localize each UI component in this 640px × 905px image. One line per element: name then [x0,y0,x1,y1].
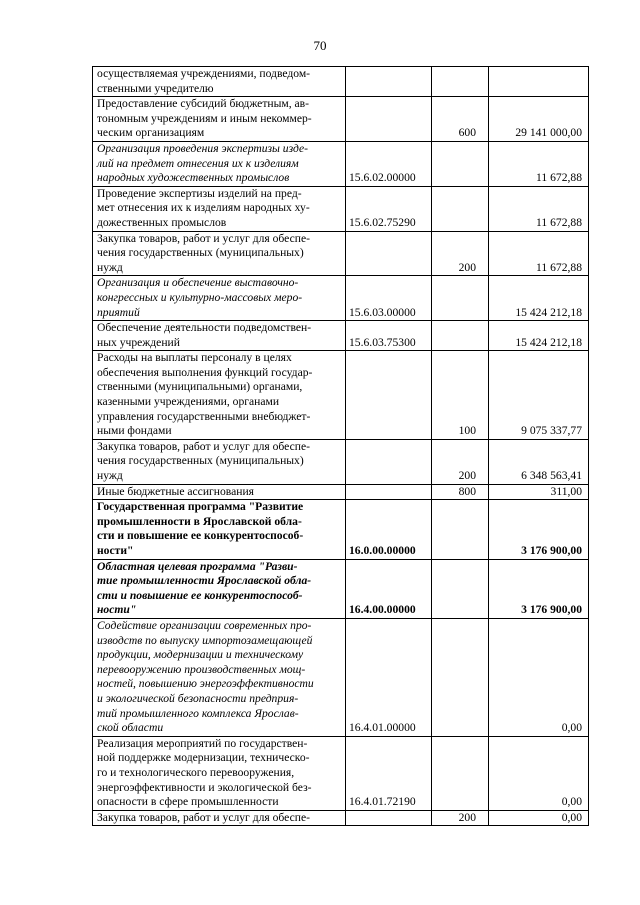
expense-name-cell [93,439,346,484]
amount-cell: 11 672,88 [489,186,589,231]
expense-name-line: ской области [97,721,164,735]
target-code-cell: 16.4.01.72190 [346,736,432,810]
expense-name-line: Реализация мероприятий по государствен- [97,736,308,750]
expense-name-cell [93,321,346,351]
expense-type-cell [432,736,489,810]
expense-name-line: ности" [97,544,134,557]
expense-name-line: Организация проведения экспертизы изде- [97,141,308,155]
expense-name-cell [93,810,346,826]
expense-name-line: тие промышленности Ярославской обла- [97,574,312,588]
expense-name-line: продукции, модернизации и техническому [97,648,304,662]
expense-name-line: нужд [97,260,123,274]
table-row [93,276,589,321]
expense-name-line: Предоставление субсидий бюджетным, ав- [97,97,309,111]
page-number: 70 [313,38,327,53]
expense-name-line: лий на предмет отнесения их к изделиям [97,156,299,170]
amount-cell: 11 672,88 [489,231,589,276]
expense-type-cell [432,321,489,351]
expense-name-line: ностей, повышению энергоэффективности [97,677,314,691]
expense-type-cell: 800 [432,484,489,500]
expense-type-cell: 200 [432,231,489,276]
amount-cell: 6 348 563,41 [489,439,589,484]
expense-name-line: народных художественных промыслов [97,171,290,185]
expense-name-line: Иные бюджетные ассигнования [97,484,254,498]
expense-type-cell [432,276,489,321]
expense-name-cell [93,186,346,231]
expense-name-line: Проведение экспертизы изделий на пред- [97,186,302,200]
expense-name-line: казенными учреждениями, органами [97,395,280,409]
target-code-cell [346,439,432,484]
expense-type-cell [432,186,489,231]
table-row [93,141,589,186]
expense-name-line: Организация и обеспечение выставочно- [97,276,299,290]
expense-name-line: приятий [97,305,140,319]
expense-name-line: управления государственными внебюджет- [97,409,311,423]
expense-name-line: дожественных промыслов [97,215,227,229]
expense-name-line: Закупка товаров, работ и услуг для обеспе- [97,439,310,453]
expense-name-line: изводств по выпуску импортозамещающей [97,633,313,647]
amount-cell: 29 141 000,00 [489,97,589,142]
amount-cell: 9 075 337,77 [489,351,589,440]
expense-type-cell [432,618,489,736]
expense-name-line: перевооружению производственных мощ- [97,662,306,676]
expense-name-line: чения государственных (муниципальных) [97,246,304,260]
table-row [93,351,589,440]
expense-name-line: тий промышленного комплекса Ярослав- [97,706,299,720]
table-row [93,484,589,500]
amount-cell: 15 424 212,18 [489,276,589,321]
expense-name-cell [93,736,346,810]
amount-cell: 0,00 [489,736,589,810]
expense-name-line: промышленности в Ярославской обла- [97,514,302,528]
expense-name-line: чения государственных (муниципальных) [97,454,304,468]
expense-type-cell: 200 [432,439,489,484]
expense-type-cell [432,141,489,186]
expense-name-cell [93,231,346,276]
table-row [93,500,589,559]
expense-name-line: Обеспечение деятельности подведомствен- [97,321,312,335]
amount-cell [489,67,589,97]
expense-name-line: Расходы на выплаты персоналу в целях [97,351,292,365]
expense-name-line: конгрессных и культурно-массовых меро- [97,290,303,304]
expense-name-line: ными фондами [97,424,172,438]
expense-name-line: Областная целевая программа "Разви- [97,559,298,573]
expense-name-line: энергоэффективности и экологической без- [97,780,312,794]
expense-name-line: ных учреждений [97,335,180,349]
amount-cell: 11 672,88 [489,141,589,186]
table-row [93,186,589,231]
target-code-cell [346,484,432,500]
amount-cell: 311,00 [489,484,589,500]
target-code-cell [346,810,432,826]
expense-name-line: Закупка товаров, работ и услуг для обеспе- [97,810,310,824]
expense-name-cell [93,500,346,559]
expense-name-cell [93,351,346,440]
expense-type-cell [432,559,489,618]
expense-type-cell [432,500,489,559]
target-code-cell [346,67,432,97]
expense-name-cell [93,67,346,97]
table-row [93,618,589,736]
table-row [93,67,589,97]
expense-name-line: осуществляемая учреждениями, подведом- [97,67,311,80]
expense-name-line: сти и повышение ее конкурентоспособ- [97,588,303,602]
amount-cell: 15 424 212,18 [489,321,589,351]
target-code-cell [346,231,432,276]
expense-name-line: ственными учредителю [97,81,214,95]
expense-name-line: тономным учреждениям и иным некоммер- [97,111,312,125]
target-code-cell: 15.6.02.75290 [346,186,432,231]
table-row [93,231,589,276]
expense-name-cell [93,618,346,736]
budget-table [92,66,589,826]
amount-cell: 3 176 900,00 [489,559,589,618]
target-code-cell: 15.6.03.00000 [346,276,432,321]
expense-type-cell [432,67,489,97]
expense-type-cell: 600 [432,97,489,142]
expense-name-line: ности" [97,603,137,617]
expense-name-cell [93,141,346,186]
table-row [93,810,589,826]
expense-name-line: опасности в сфере промышленности [97,795,279,809]
budget-table-body [93,67,589,826]
expense-name-line: и экологической безопасности предприя- [97,691,299,705]
expense-name-cell [93,484,346,500]
amount-cell: 0,00 [489,810,589,826]
target-code-cell: 15.6.02.00000 [346,141,432,186]
expense-name-line: сти и повышение ее конкурентоспособ- [97,529,304,543]
expense-name-line: ной поддержке модернизации, техническо- [97,751,310,765]
expense-type-cell: 200 [432,810,489,826]
expense-name-cell [93,276,346,321]
expense-name-line: мет отнесения их к изделиям народных ху- [97,201,310,215]
expense-name-line: обеспечения выполнения функций государ- [97,365,313,379]
expense-name-line: го и технологического перевооружения, [97,765,295,779]
target-code-cell: 16.0.00.00000 [346,500,432,559]
table-row [93,97,589,142]
table-row [93,559,589,618]
expense-name-line: Закупка товаров, работ и услуг для обеспе- [97,231,310,245]
expense-name-line: ственными (муниципальными) органами, [97,380,303,394]
expense-name-line: Содействие организации современных про- [97,618,312,632]
expense-type-cell: 100 [432,351,489,440]
target-code-cell: 16.4.00.00000 [346,559,432,618]
expense-name-line: нужд [97,469,123,483]
expense-name-cell [93,559,346,618]
amount-cell: 0,00 [489,618,589,736]
expense-name-cell [93,97,346,142]
target-code-cell: 16.4.01.00000 [346,618,432,736]
table-row [93,439,589,484]
amount-cell: 3 176 900,00 [489,500,589,559]
target-code-cell: 15.6.03.75300 [346,321,432,351]
table-row [93,321,589,351]
expense-name-line: ческим организациям [97,126,205,140]
target-code-cell [346,351,432,440]
target-code-cell [346,97,432,142]
table-row [93,736,589,810]
expense-name-line: Государственная программа "Развитие [97,500,304,514]
